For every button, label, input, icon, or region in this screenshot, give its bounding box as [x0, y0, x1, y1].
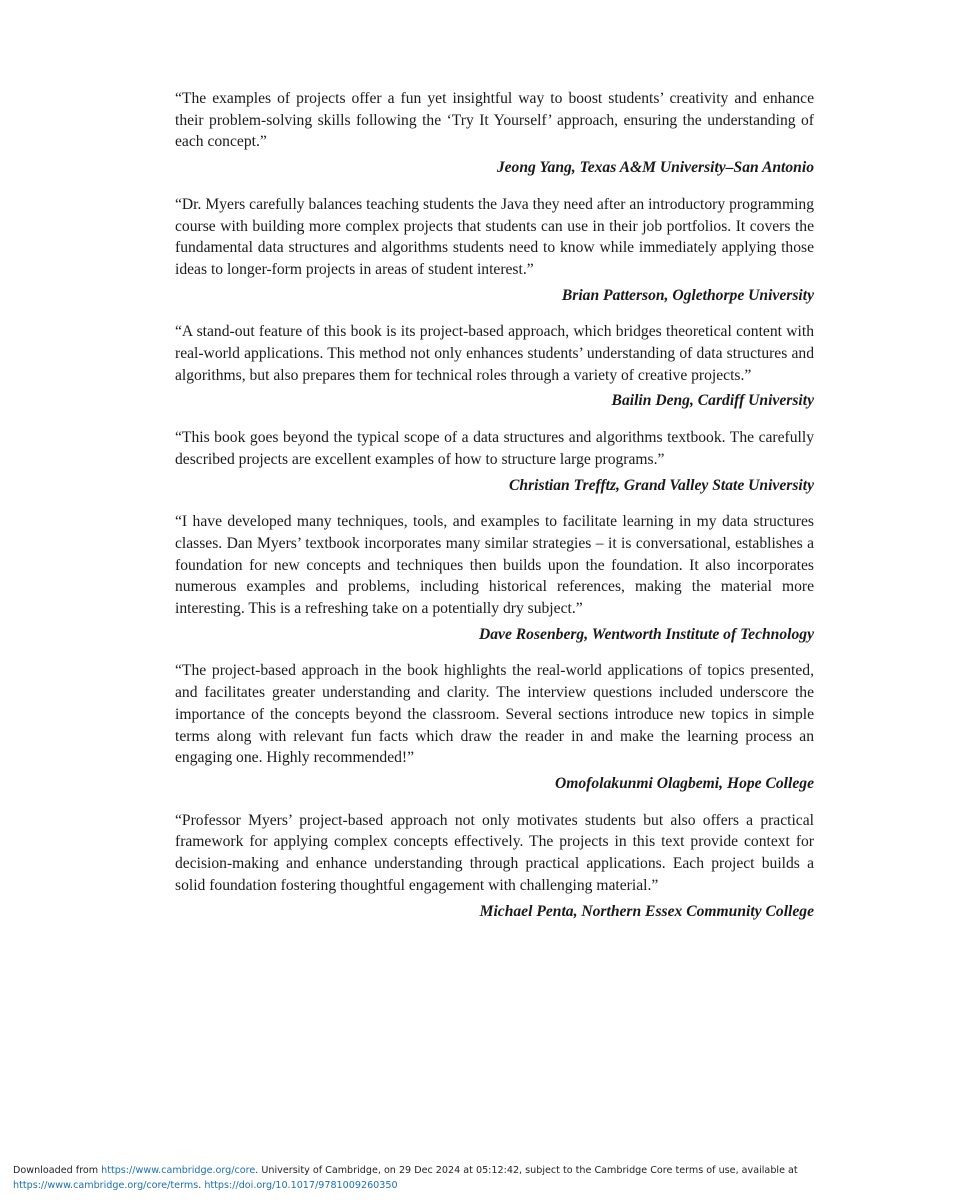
endorsement [175, 88, 814, 179]
terms-link[interactable]: https://www.cambridge.org/core/terms [13, 1180, 199, 1191]
footer-separator: . [198, 1180, 205, 1191]
endorsement-attribution: Dave Rosenberg, Wentworth Institute of Technology [478, 625, 814, 643]
endorsement-quote: “This book goes beyond the typical scope of a data structures and algorithms textbook. The carefully described projects are excellent examples of how to structure large programs.” [175, 429, 814, 468]
endorsement-quote: “Dr. Myers carefully balances teaching students the Java they need after an introductory programming course with building more complex projects that students can use in their job portfolios. It covers the fundamental data structures and algorithms students need to know while immediately applying those ideas to longer-form projects in areas of student interest.” [175, 195, 814, 278]
doi-link[interactable]: https://doi.org/10.1017/9781009260350 [204, 1180, 398, 1191]
endorsement [175, 660, 814, 794]
endorsement-attribution: Jeong Yang, Texas A&M University–San Antonio [496, 159, 814, 177]
endorsement-quote: “A stand-out feature of this book is its project-based approach, which bridges theoretical content with real-world applications. This method not only enhances students’ understanding of data structures and algorithms, but also prepares them for technical roles through a variety of creative projects.” [175, 323, 814, 384]
endorsement-quote: “The project-based approach in the book highlights the real-world applications of topics presented, and facilitates greater understanding and clarity. The interview questions included underscore the importance of the concepts beyond the classroom. Several sections introduce new topics in simple terms along with relevant fun facts which draw the reader in and make the learning process an engaging one. Highly recommended!” [175, 662, 814, 767]
endorsement-attribution: Brian Patterson, Oglethorpe University [561, 286, 814, 304]
download-footer [13, 1163, 953, 1193]
endorsement-attribution: Michael Penta, Northern Essex Community College [479, 902, 814, 920]
endorsement [175, 321, 814, 412]
endorsements-section [175, 88, 814, 937]
endorsement [175, 194, 814, 307]
endorsement-attribution: Omofolakunmi Olagbemi, Hope College [554, 774, 814, 792]
endorsement [175, 810, 814, 923]
endorsement-attribution: Bailin Deng, Cardiff University [611, 392, 814, 410]
endorsement-quote: “The examples of projects offer a fun yet insightful way to boost students’ creativity and enhance their problem-solving skills following the ‘Try It Yourself’ approach, ensuring the understanding of each concept.” [175, 90, 814, 151]
endorsement [175, 511, 814, 645]
endorsement-quote: “Professor Myers’ project-based approach not only motivates students but also offers a practical framework for applying complex concepts effectively. The projects in this text provide context for decision-making and enhance understanding through practical applications. Each project builds a solid foundation fostering thoughtful engagement with challenging material.” [175, 811, 814, 894]
footer-notice: . University of Cambridge, on 29 Dec 2024 at 05:12:42, subject to the Cambridge Core terms of use, available at [255, 1165, 798, 1176]
cambridge-core-link[interactable]: https://www.cambridge.org/core [101, 1165, 256, 1176]
footer-prefix: Downloaded from [13, 1165, 102, 1176]
endorsement-quote: “I have developed many techniques, tools, and examples to facilitate learning in my data structures classes. Dan Myers’ textbook incorporates many similar strategies – it is conversational, establishes a foundation for new concepts and techniques then builds upon the foundation. It also incorporates numerous examples and problems, including historical references, making the material more interesting. This is a refreshing take on a potentially dry subject.” [175, 513, 814, 618]
endorsement-attribution: Christian Trefftz, Grand Valley State University [509, 476, 814, 494]
endorsement [175, 427, 814, 496]
